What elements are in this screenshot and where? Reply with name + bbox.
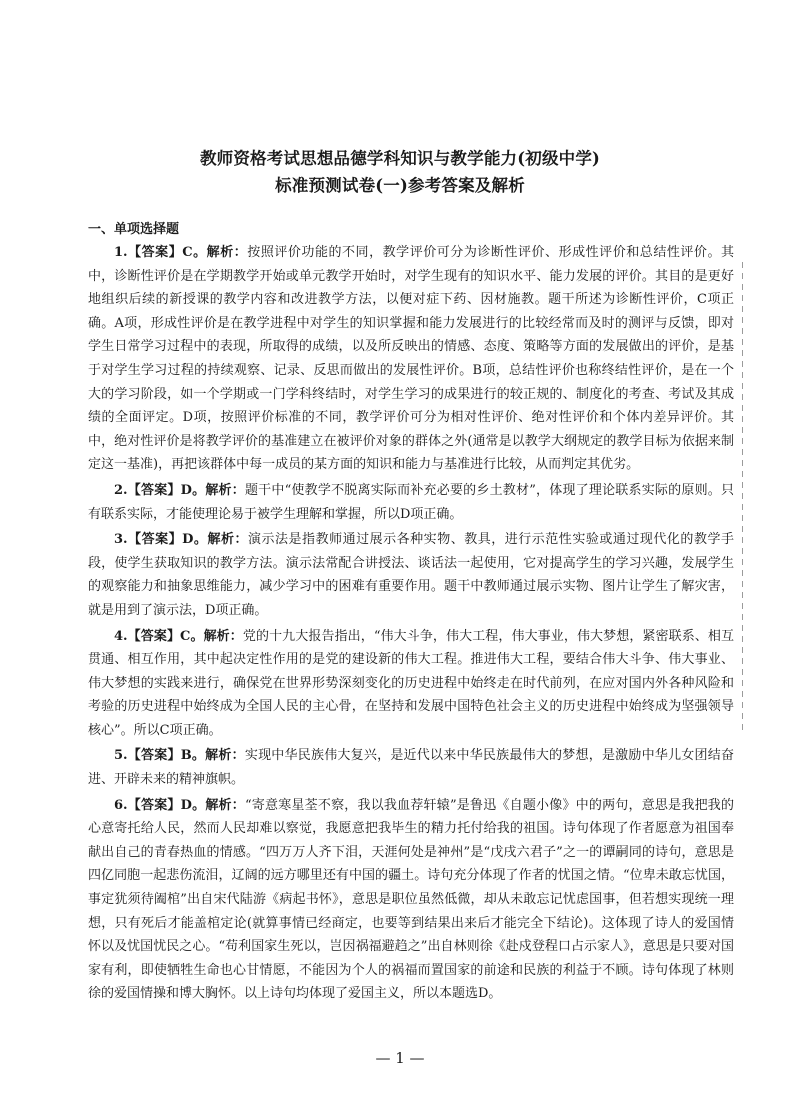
analysis-label: 解析： bbox=[203, 628, 243, 644]
page-number: — 1 — bbox=[375, 1049, 425, 1067]
answer-key: 3.【答案】D。 bbox=[114, 532, 208, 548]
answer-item-4 bbox=[88, 625, 734, 743]
analysis-label: 解析： bbox=[205, 797, 245, 813]
answer-item-5 bbox=[88, 744, 734, 791]
answer-section bbox=[88, 218, 734, 1008]
analysis-text: 题干中“使教学不脱离实际而补充必要的乡土教材”，体现了理论联系实际的原则。只有联系实际，才能使理论易于被学生理解和掌握，所以D项正确。 bbox=[88, 482, 734, 522]
analysis-text: 党的十九大报告指出，“伟大斗争，伟大工程，伟大事业，伟大梦想，紧密联系、相互贯通、相互作用，其中起决定性作用的是党的建设新的伟大工程。推进伟大工程，要结合伟大斗争、伟大事业、伟大梦想的实践来进行，确保党在世界形势深刻变化的历史进程中始终走在时代前列，在应对国内外各种风险和考验的历史进程中始终成为全国人民的主心骨，在坚持和发展中国特色社会主义的历史进程中始终成为坚强领导核心”。所以C项正确。 bbox=[88, 628, 734, 738]
answer-item-3 bbox=[88, 528, 734, 622]
analysis-text: “寄意寒星荃不察，我以我血荐轩辕”是鲁迅《自题小像》中的两句，意思是我把我的心意寄托给人民，然而人民却难以察觉，我愿意把我毕生的精力托付给我的祖国。诗句体现了作者愿意为祖国奉献出自己的青春热血的情感。“四万万人齐下泪，天涯何处是神州”是“戊戌六君子”之一的谭嗣同的诗句，意思是四亿同胞一起悲伤流泪，辽阔的远方哪里还有中国的疆土。诗句充分体现了作者的忧国之情。“位卑未敢忘忧国，事定犹须待阖棺”出自宋代陆游《病起书怀》，意思是职位虽然低微，却从未敢忘记忧虑国事，但若想实现统一理想，只有死后才能盖棺定论(就算事情已经商定，也要等到结果出来后才能完全下结论)。这体现了诗人的爱国情怀以及忧国忧民之心。“苟利国家生死以，岂因祸福避趋之”出自林则徐《赴戍登程口占示家人》，意思是只要对国家有利，即使牺牲生命也心甘情愿，不能因为个人的祸福而置国家的前途和民族的利益于不顾。诗句体现了林则徐的爱国情操和博大胸怀。以上诗句均体现了爱国主义，所以本题选D。 bbox=[88, 797, 734, 1002]
section-heading: 一、单项选择题 bbox=[88, 222, 180, 237]
answer-key: 4.【答案】C。 bbox=[114, 628, 204, 644]
scan-artifact-line bbox=[742, 262, 743, 732]
answer-key: 1.【答案】C。 bbox=[114, 245, 207, 260]
analysis-text: 按照评价功能的不同，教学评价可分为诊断性评价、形成性评价和总结性评价。其中，诊断性评价是在学期教学开始或单元教学开始时，对学生现有的知识水平、能力发展的评价。其目的是更好地组织后续的新授课的教学内容和改进教学方法，以便对症下药、因材施教。题干所述为诊断性评价，C项正确。A项，形成性评价是在教学进程中对学生的知识掌握和能力发展进行的比较经常而及时的测评与反馈，即对学生日常学习过程中的表现，所取得的成绩，以及所反映出的情感、态度、策略等方面的发展做出的评价，是基于对学生学习过程的持续观察、记录、反思而做出的发展性评价。B项，总结性评价也称终结性评价，是在一个大的学习阶段，如一个学期或一门学科终结时，对学生学习的成果进行的较正规的、制度化的考查、考试及其成绩的全面评定。D项，按照评价标准的不同，教学评价可分为相对性评价、绝对性评价和个体内差异评价。其中，绝对性评价是将教学评价的基准建立在被评价对象的群体之外(通常是以教学大纲规定的教学目标为依据来制定这一基准)，再把该群体中每一成员的某方面的知识和能力与基准进行比较，从而判定其优劣。 bbox=[88, 245, 734, 473]
document-subtitle: 标准预测试卷(一)参考答案及解析 bbox=[275, 176, 525, 195]
document-title: 教师资格考试思想品德学科知识与教学能力(初级中学) bbox=[199, 149, 601, 168]
analysis-text: 演示法是指教师通过展示各种实物、教具，进行示范性实验或通过现代化的教学手段，使学生获取知识的教学方法。演示法常配合讲授法、谈话法一起使用，它对提高学生的学习兴趣，发展学生的观察能力和抽象思维能力，减少学习中的困难有重要作用。题干中教师通过展示实物、图片让学生了解灾害，就是用到了演示法，D项正确。 bbox=[88, 532, 734, 618]
analysis-label: 解析： bbox=[205, 748, 245, 764]
analysis-text: 实现中华民族伟大复兴，是近代以来中华民族最伟大的梦想，是激励中华儿女团结奋进、开辟未来的精神旗帜。 bbox=[88, 748, 734, 788]
answer-key: 2.【答案】D。 bbox=[114, 482, 206, 498]
analysis-label: 解析： bbox=[207, 532, 248, 548]
answer-key: 5.【答案】B。 bbox=[114, 748, 206, 764]
answer-item-1 bbox=[88, 241, 734, 477]
analysis-label: 解析： bbox=[206, 245, 248, 260]
analysis-label: 解析： bbox=[205, 482, 245, 498]
answer-key: 6.【答案】D。 bbox=[114, 797, 206, 813]
answer-item-2 bbox=[88, 479, 734, 526]
answer-item-6 bbox=[88, 794, 734, 1006]
